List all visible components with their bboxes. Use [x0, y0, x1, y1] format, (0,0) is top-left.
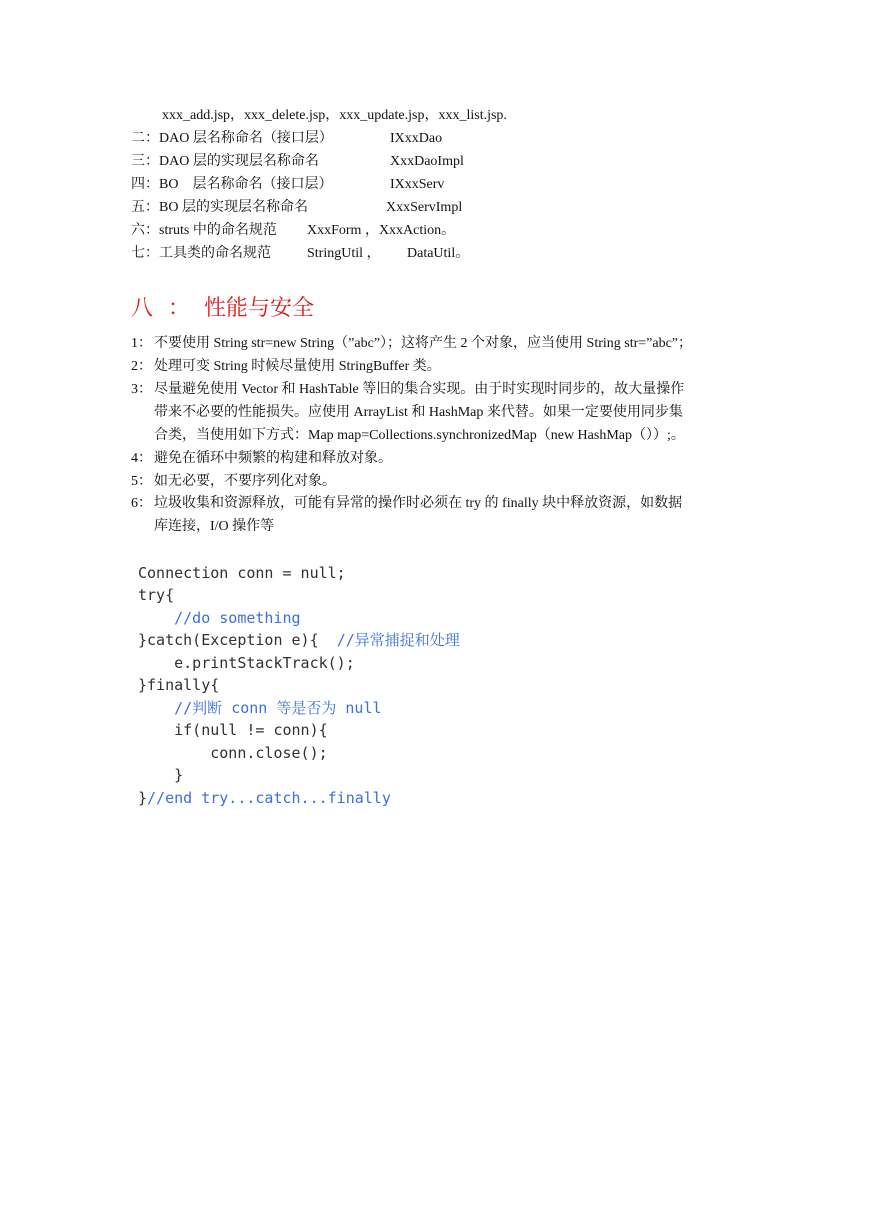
section-number: 八	[131, 296, 154, 321]
naming-example: XxxDaoImpl	[390, 154, 464, 169]
code-comment: //判断 conn 等是否为 null	[138, 699, 382, 717]
naming-label: 四：BO 层名称命名（接口层）	[131, 177, 333, 192]
jsp-naming-examples: xxx_add.jsp，xxx_delete.jsp，xxx_update.jsp，xxx_list.jsp.	[162, 108, 507, 123]
rule-text: 处理可变 String 时候尽量使用 StringBuffer 类。	[154, 359, 441, 374]
naming-example-secondary: DataUtil。	[407, 246, 470, 261]
rule-text-continued: 库连接，I/O 操作等	[154, 519, 275, 534]
rule-number: 4：	[131, 451, 152, 466]
rule-text: 如无必要，不要序列化对象。	[154, 474, 336, 489]
rule-text: 不要使用 String str=new String（”abc”）；这将产生 2 个对象，应当使用 String str=”abc”；	[154, 336, 693, 351]
code-line	[138, 788, 391, 808]
naming-label: 二：DAO 层名称命名（接口层）	[131, 131, 333, 146]
code-text: }	[138, 789, 148, 807]
code-line: }finally{	[138, 676, 220, 694]
naming-example: XxxForm ，XxxAction。	[307, 223, 456, 238]
rule-text: 避免在循环中频繁的构建和释放对象。	[154, 451, 392, 466]
rule-text-continued: 带来不必要的性能损失。应使用 ArrayList 和 HashMap 来代替。如果一定要使用同步集	[154, 405, 683, 420]
naming-label: 五：BO 层的实现层名称命名	[131, 200, 308, 215]
naming-example: IXxxServ	[390, 177, 445, 192]
code-line: Connection conn = null;	[138, 564, 346, 582]
code-comment: //end try...catch...finally	[147, 789, 391, 807]
rule-number: 6：	[131, 496, 152, 511]
code-line: if(null != conn){	[138, 721, 328, 739]
rule-text: 尽量避免使用 Vector 和 HashTable 等旧的集合实现。由于时实现时同步的，故大量操作	[154, 382, 685, 397]
naming-label: 六：struts 中的命名规范	[131, 223, 277, 238]
naming-label: 七：工具类的命名规范	[131, 246, 271, 261]
rule-number: 5：	[131, 474, 152, 489]
code-line: e.printStackTrack();	[138, 654, 355, 672]
naming-example: IXxxDao	[390, 131, 443, 146]
code-line	[138, 630, 460, 650]
code-comment: //do something	[138, 609, 301, 627]
code-text: }catch(Exception e){	[138, 631, 337, 649]
rule-number: 2：	[131, 359, 152, 374]
code-line: try{	[138, 586, 175, 604]
rule-text-continued: 合类，当使用如下方式：Map map=Collections.synchronizedMap（new HashMap（））;。	[154, 428, 685, 443]
code-comment: //异常捕捉和处理	[336, 631, 460, 649]
code-line: conn.close();	[138, 744, 328, 762]
rule-number: 3：	[131, 382, 152, 397]
naming-example: XxxServImpl	[386, 200, 463, 215]
naming-example: StringUtil ，	[307, 246, 381, 261]
code-line: }	[138, 766, 184, 784]
section-title: 性能与安全	[204, 296, 315, 321]
rule-number: 1：	[131, 336, 152, 351]
naming-label: 三：DAO 层的实现层名称命名	[131, 154, 319, 169]
rule-text: 垃圾收集和资源释放，可能有异常的操作时必须在 try 的 finally 块中释放资源，如数据	[154, 496, 683, 511]
section-colon: ：	[168, 296, 191, 321]
